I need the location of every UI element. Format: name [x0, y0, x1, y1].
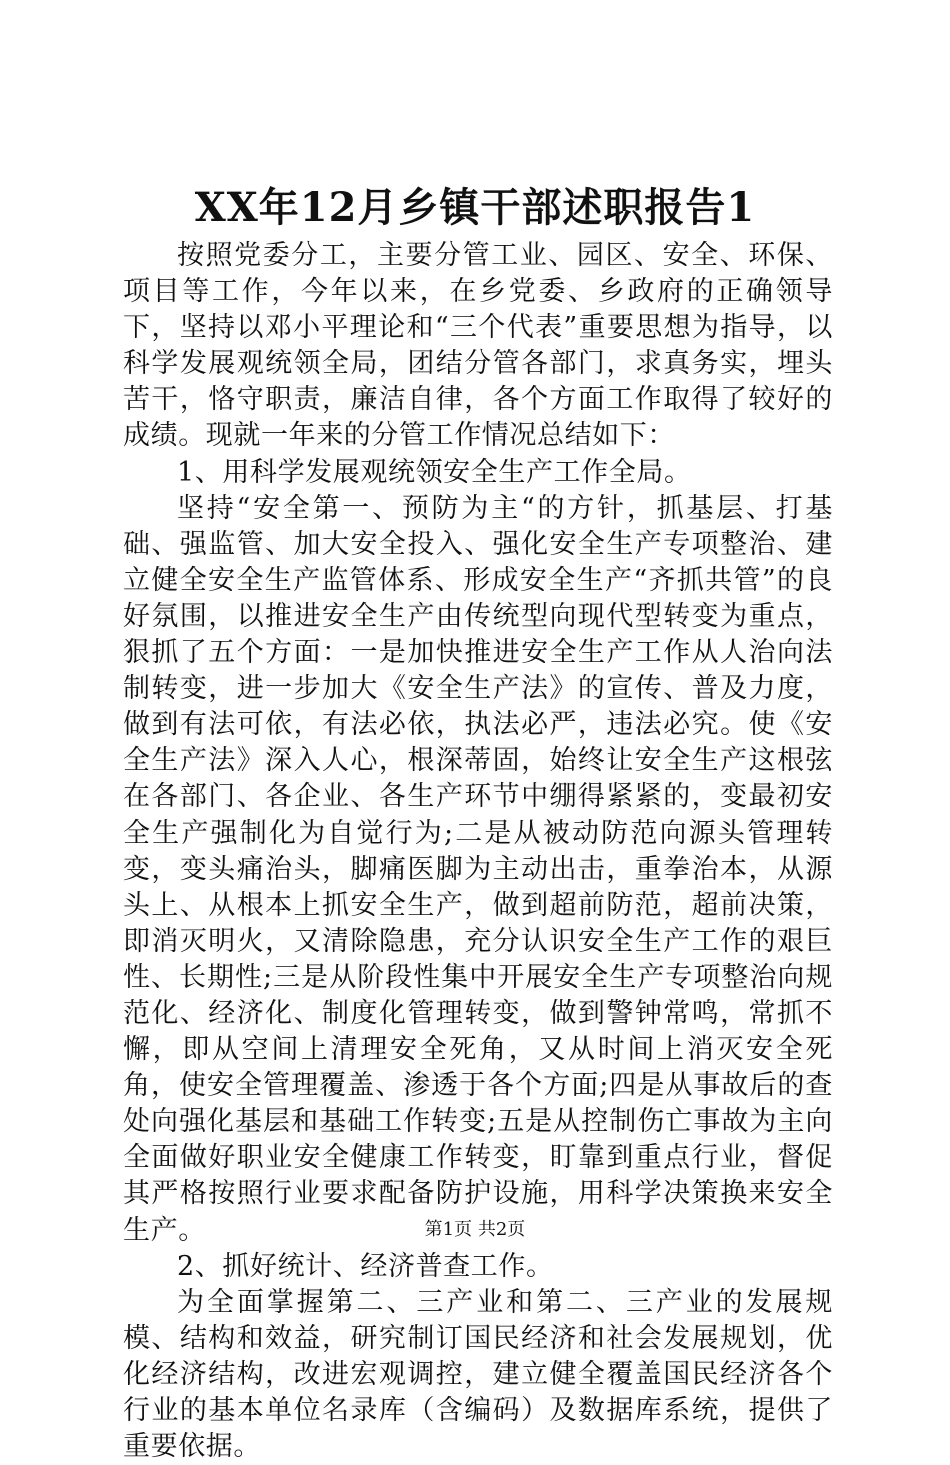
document-title: XX年12月乡镇干部述职报告1	[194, 184, 756, 231]
section-heading-1: 1、用科学发展观统领安全生产工作全局。	[177, 456, 692, 488]
statistics-paragraph: 为全面掌握第二、三产业和第二、三产业的发展规模、结构和效益，研究制订国民经济和社会发展规划，优化经济结构，改进宏观调控，建立健全覆盖国民经济各个行业的基本单位名录库（含编码）及数据库系统，提供了重要依据。	[123, 1286, 833, 1463]
safety-paragraph: 坚持“安全第一、预防为主“的方针，抓基层、打基础、强监管、加大安全投入、强化安全生产专项整治、建立健全安全生产监管体系、形成安全生产“齐抓共管”的良好氛围，以推进安全生产由传统型向现代型转变为重点，狠抓了五个方面：一是加快推进安全生产工作从人治向法制转变，进一步加大《安全生产法》的宣传、普及力度，做到有法可依，有法必依，执法必严，违法必究。使《安全生产法》深入人心，根深蒂固，始终让安全生产这根弦在各部门、各企业、各生产环节中绷得紧紧的，变最初安全生产强制化为自觉行为;二是从被动防范向源头管理转变，变头痛治头，脚痛医脚为主动出击，重拳治本，从源头上、从根本上抓安全生产，做到超前防范，超前决策，即消灭明火，又清除隐患，充分认识安全生产工作的艰巨性、长期性;三是从阶段性集中开展安全生产专项整治向规范化、经济化、制度化管理转变，做到警钟常鸣，常抓不懈，即从空间上清理安全死角，又从时间上消灭安全死角，使安全管理覆盖、渗透于各个方面;四是从事故后的查处向强化基层和基础工作转变;五是从控制伤亡事故为主向全面做好职业安全健康工作转变，盯靠到重点行业，督促其严格按照行业要求配备防护设施，用科学决策换来安全生产。	[123, 492, 833, 1246]
section-heading-2: 2、抓好统计、经济普查工作。	[177, 1250, 554, 1282]
intro-paragraph: 按照党委分工，主要分管工业、园区、安全、环保、项目等工作，今年以来，在乡党委、乡政府的正确领导下，坚持以邓小平理论和“三个代表”重要思想为指导，以科学发展观统领全局，团结分管各部门，求真务实，埋头苦干，恪守职责，廉洁自律，各个方面工作取得了较好的成绩。现就一年来的分管工作情况总结如下：	[123, 240, 833, 452]
page-number-footer: 第1页 共2页	[424, 1219, 526, 1240]
document-body	[123, 238, 833, 1465]
